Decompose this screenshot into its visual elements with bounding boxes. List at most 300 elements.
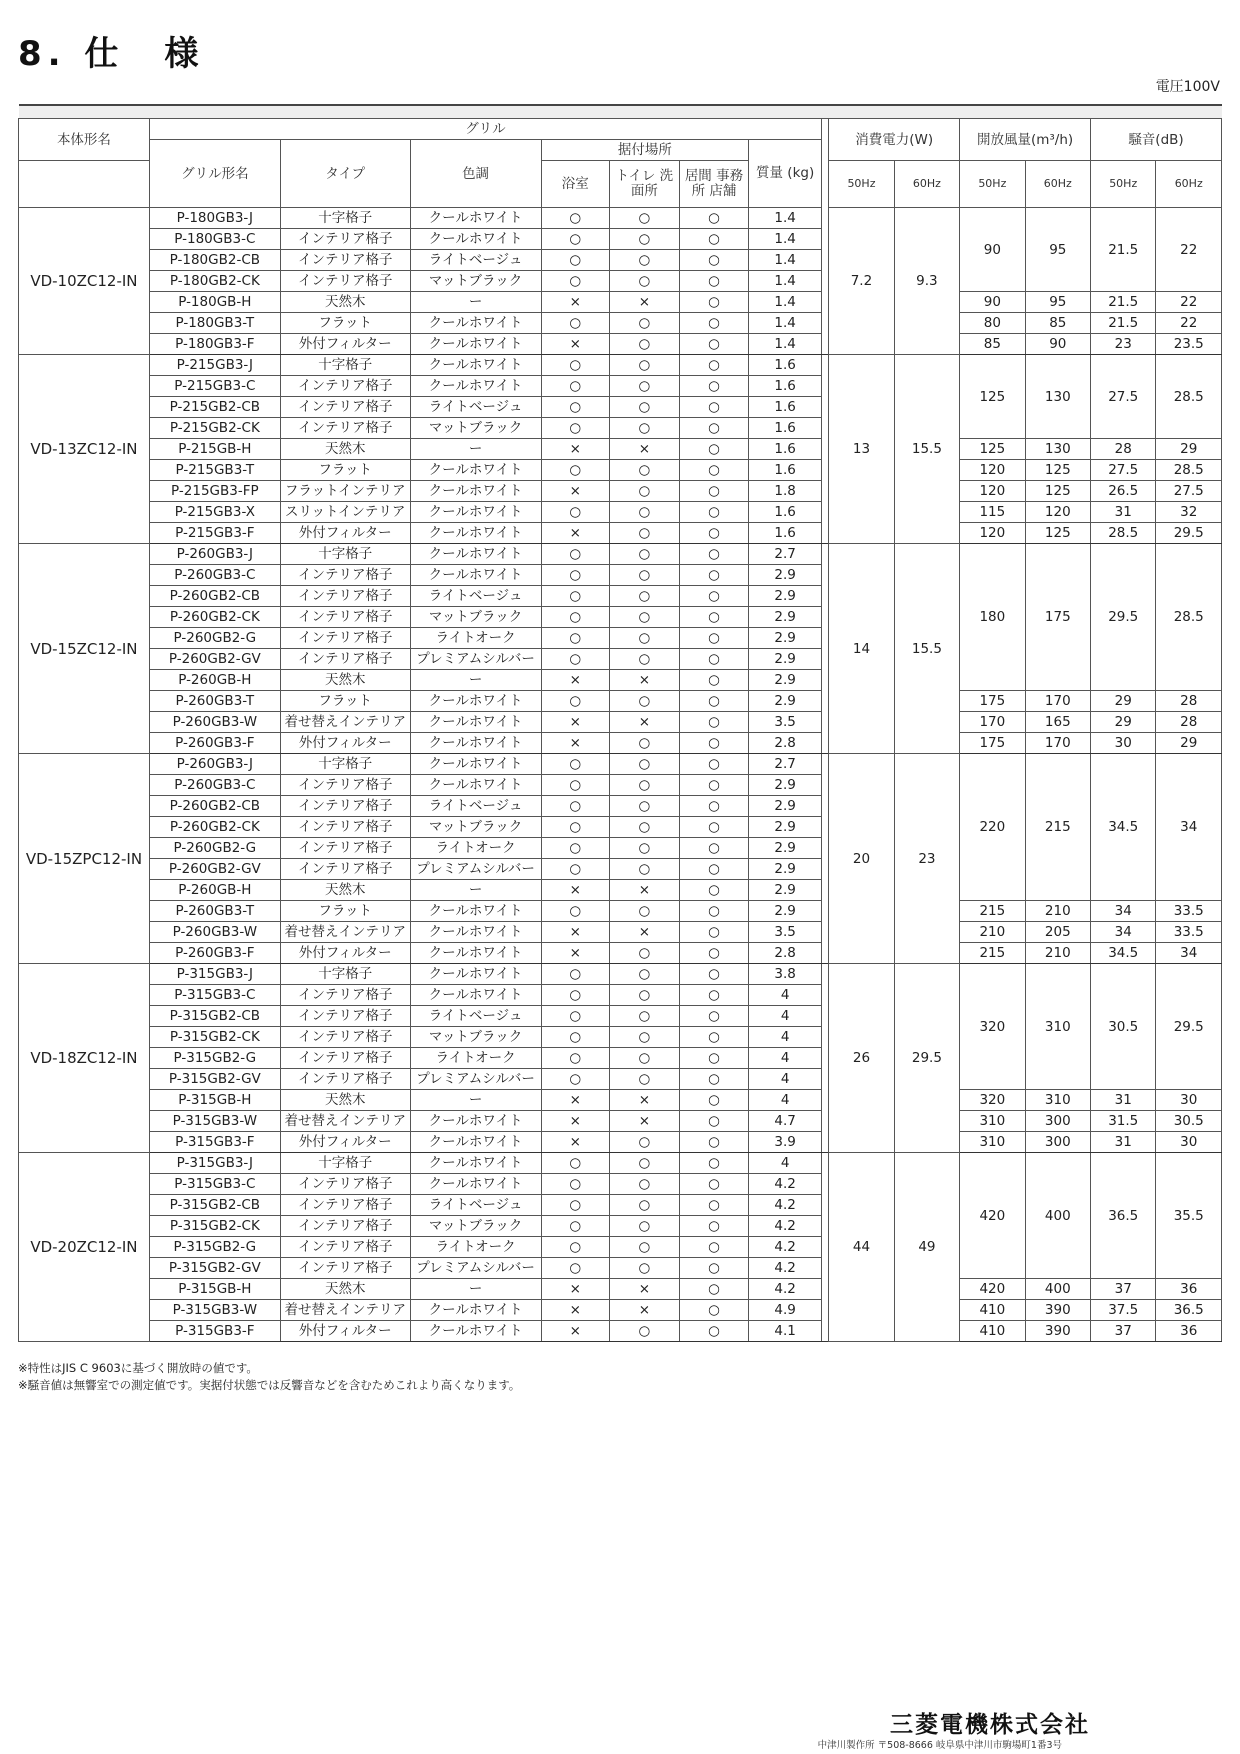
mass-cell: 4.2 [749,1279,822,1300]
airflow-60hz-cell: 85 [1025,313,1090,334]
spec-row [19,544,1222,565]
airflow-60hz-cell: 390 [1025,1300,1090,1321]
grille-model-cell: P-260GB2-GV [149,859,280,880]
toilet-cell: ○ [610,985,680,1006]
type-cell: インテリア格子 [280,376,410,397]
bath-cell: × [541,1300,610,1321]
header-grille-model: グリル形名 [149,140,280,208]
mass-cell: 2.7 [749,754,822,775]
type-cell: インテリア格子 [280,628,410,649]
toilet-cell: ○ [610,1153,680,1174]
header-color: 色調 [410,140,541,208]
noise-50hz-cell: 28.5 [1091,523,1156,544]
grille-model-cell: P-315GB3-F [149,1132,280,1153]
color-cell: クールホワイト [410,712,541,733]
color-cell: マットブラック [410,1027,541,1048]
airflow-50hz-cell: 175 [960,733,1025,754]
mass-cell: 4.2 [749,1195,822,1216]
bath-cell: ○ [541,460,610,481]
noise-50hz-cell: 31 [1091,1132,1156,1153]
type-cell: 外付フィルター [280,1321,410,1342]
bath-cell: × [541,943,610,964]
living-cell: ○ [679,439,749,460]
airflow-50hz-cell: 420 [960,1153,1025,1279]
noise-50hz-cell: 34 [1091,922,1156,943]
grille-model-cell: P-315GB2-CB [149,1195,280,1216]
airflow-50hz-cell: 410 [960,1300,1025,1321]
header-airflow-50hz: 50Hz [960,161,1025,208]
airflow-50hz-cell: 120 [960,460,1025,481]
color-cell: クールホワイト [410,1321,541,1342]
type-cell: インテリア格子 [280,397,410,418]
living-cell: ○ [679,1048,749,1069]
airflow-60hz-cell: 125 [1025,481,1090,502]
color-cell: クールホワイト [410,208,541,229]
column-gap [821,355,828,376]
power-60hz-cell: 29.5 [894,964,959,1153]
company-address: 中津川製作所 〒508-8666 岐阜県中津川市駒場町1番3号 [817,1740,1062,1751]
living-cell: ○ [679,859,749,880]
toilet-cell: ○ [610,691,680,712]
grille-model-cell: P-260GB3-C [149,565,280,586]
color-cell: クールホワイト [410,691,541,712]
toilet-cell: × [610,880,680,901]
airflow-50hz-cell: 90 [960,292,1025,313]
column-gap [821,334,828,355]
color-cell: マットブラック [410,817,541,838]
type-cell: インテリア格子 [280,985,410,1006]
airflow-60hz-cell: 175 [1025,544,1090,691]
mass-cell: 3.8 [749,964,822,985]
living-cell: ○ [679,607,749,628]
grille-model-cell: P-215GB2-CB [149,397,280,418]
type-cell: インテリア格子 [280,1006,410,1027]
header-toilet: トイレ 洗面所 [610,161,680,208]
page-title: 8. 仕 様 [18,34,205,74]
bath-cell: × [541,523,610,544]
spec-row [19,733,1222,754]
column-gap [821,1300,828,1321]
airflow-50hz-cell: 125 [960,439,1025,460]
noise-50hz-cell: 23 [1091,334,1156,355]
type-cell: 天然木 [280,439,410,460]
power-50hz-cell: 20 [829,754,894,964]
bath-cell: ○ [541,817,610,838]
bath-cell: × [541,922,610,943]
airflow-50hz-cell: 210 [960,922,1025,943]
airflow-60hz-cell: 125 [1025,523,1090,544]
spec-row [19,1111,1222,1132]
mass-cell: 1.4 [749,229,822,250]
color-cell: マットブラック [410,607,541,628]
mass-cell: 4.2 [749,1258,822,1279]
mass-cell: 1.6 [749,502,822,523]
spec-row [19,313,1222,334]
toilet-cell: ○ [610,355,680,376]
noise-60hz-cell: 27.5 [1156,481,1222,502]
toilet-cell: ○ [610,1069,680,1090]
type-cell: インテリア格子 [280,649,410,670]
toilet-cell: ○ [610,838,680,859]
noise-50hz-cell: 34 [1091,901,1156,922]
grille-model-cell: P-315GB3-C [149,1174,280,1195]
type-cell: インテリア格子 [280,838,410,859]
type-cell: フラットインテリア [280,481,410,502]
type-cell: 天然木 [280,1090,410,1111]
bath-cell: ○ [541,985,610,1006]
bath-cell: ○ [541,901,610,922]
type-cell: 十字格子 [280,754,410,775]
mass-cell: 2.9 [749,565,822,586]
toilet-cell: ○ [610,586,680,607]
grille-model-cell: P-315GB2-GV [149,1258,280,1279]
color-cell: ー [410,439,541,460]
header-model-bottom [19,161,150,208]
bath-cell: ○ [541,313,610,334]
living-cell: ○ [679,964,749,985]
spec-row [19,1090,1222,1111]
bath-cell: ○ [541,1216,610,1237]
mass-cell: 1.6 [749,376,822,397]
spec-row [19,922,1222,943]
column-gap [821,817,828,838]
living-cell: ○ [679,1258,749,1279]
color-cell: プレミアムシルバー [410,1258,541,1279]
column-gap [821,880,828,901]
color-cell: クールホワイト [410,943,541,964]
column-gap [821,1237,828,1258]
living-cell: ○ [679,1069,749,1090]
living-cell: ○ [679,838,749,859]
type-cell: インテリア格子 [280,1195,410,1216]
column-gap [821,523,828,544]
mass-cell: 2.8 [749,733,822,754]
noise-50hz-cell: 21.5 [1091,292,1156,313]
column-gap [821,1321,828,1342]
type-cell: インテリア格子 [280,250,410,271]
toilet-cell: ○ [610,418,680,439]
mass-cell: 2.9 [749,796,822,817]
mass-cell: 1.6 [749,460,822,481]
airflow-50hz-cell: 90 [960,208,1025,292]
living-cell: ○ [679,271,749,292]
grille-model-cell: P-260GB2-CK [149,817,280,838]
living-cell: ○ [679,880,749,901]
airflow-60hz-cell: 120 [1025,502,1090,523]
header-noise-60hz: 60Hz [1156,161,1222,208]
airflow-50hz-cell: 120 [960,481,1025,502]
spec-table-body [19,208,1222,1342]
column-gap [821,565,828,586]
spec-row [19,502,1222,523]
mass-cell: 2.9 [749,670,822,691]
bath-cell: ○ [541,1048,610,1069]
bath-cell: × [541,292,610,313]
living-cell: ○ [679,481,749,502]
mass-cell: 4 [749,1027,822,1048]
bath-cell: × [541,439,610,460]
column-gap [821,250,828,271]
column-gap [821,691,828,712]
color-cell: クールホワイト [410,985,541,1006]
airflow-60hz-cell: 300 [1025,1132,1090,1153]
grille-model-cell: P-180GB2-CK [149,271,280,292]
mass-cell: 4.2 [749,1216,822,1237]
toilet-cell: × [610,1300,680,1321]
top-rule-row [19,105,1222,119]
type-cell: インテリア格子 [280,229,410,250]
grille-model-cell: P-260GB2-G [149,838,280,859]
toilet-cell: ○ [610,544,680,565]
grille-model-cell: P-215GB3-FP [149,481,280,502]
column-gap [821,1069,828,1090]
noise-60hz-cell: 29 [1156,733,1222,754]
living-cell: ○ [679,334,749,355]
type-cell: 外付フィルター [280,523,410,544]
type-cell: インテリア格子 [280,586,410,607]
grille-model-cell: P-260GB-H [149,670,280,691]
noise-60hz-cell: 30 [1156,1090,1222,1111]
airflow-60hz-cell: 390 [1025,1321,1090,1342]
header-noise: 騒音(dB) [1091,119,1222,161]
bath-cell: ○ [541,250,610,271]
bath-cell: ○ [541,649,610,670]
bath-cell: ○ [541,1174,610,1195]
grille-model-cell: P-260GB3-J [149,544,280,565]
type-cell: 十字格子 [280,964,410,985]
header-row-1 [19,119,1222,140]
airflow-50hz-cell: 115 [960,502,1025,523]
header-model: 本体形名 [19,119,150,161]
noise-60hz-cell: 28.5 [1156,460,1222,481]
toilet-cell: ○ [610,964,680,985]
grille-model-cell: P-260GB2-CK [149,607,280,628]
bath-cell: ○ [541,355,610,376]
color-cell: ライトオーク [410,1048,541,1069]
column-gap [821,229,828,250]
living-cell: ○ [679,1132,749,1153]
type-cell: インテリア格子 [280,1216,410,1237]
living-cell: ○ [679,208,749,229]
mass-cell: 2.9 [749,880,822,901]
noise-60hz-cell: 28 [1156,691,1222,712]
header-grille: グリル [149,119,821,140]
toilet-cell: ○ [610,1216,680,1237]
noise-50hz-cell: 29 [1091,691,1156,712]
toilet-cell: ○ [610,1027,680,1048]
bath-cell: ○ [541,586,610,607]
noise-50hz-cell: 37 [1091,1279,1156,1300]
column-gap [821,1258,828,1279]
noise-60hz-cell: 30 [1156,1132,1222,1153]
bath-cell: ○ [541,229,610,250]
mass-cell: 3.9 [749,1132,822,1153]
mass-cell: 2.9 [749,691,822,712]
spec-row [19,460,1222,481]
mass-cell: 4.2 [749,1237,822,1258]
toilet-cell: ○ [610,796,680,817]
color-cell: クールホワイト [410,901,541,922]
grille-model-cell: P-315GB3-F [149,1321,280,1342]
spec-row [19,292,1222,313]
type-cell: インテリア格子 [280,1069,410,1090]
bath-cell: ○ [541,775,610,796]
grille-model-cell: P-315GB2-CK [149,1216,280,1237]
power-50hz-cell: 44 [829,1153,894,1342]
power-60hz-cell: 9.3 [894,208,959,355]
airflow-50hz-cell: 80 [960,313,1025,334]
noise-60hz-cell: 30.5 [1156,1111,1222,1132]
noise-60hz-cell: 22 [1156,313,1222,334]
column-gap [821,1153,828,1174]
type-cell: 十字格子 [280,1153,410,1174]
airflow-50hz-cell: 215 [960,943,1025,964]
header-power-60hz: 60Hz [894,161,959,208]
column-gap [821,964,828,985]
living-cell: ○ [679,691,749,712]
grille-model-cell: P-315GB3-C [149,985,280,1006]
column-gap [821,544,828,565]
noise-50hz-cell: 21.5 [1091,313,1156,334]
column-gap [821,712,828,733]
color-cell: クールホワイト [410,481,541,502]
column-gap [821,670,828,691]
grille-model-cell: P-215GB-H [149,439,280,460]
spec-row [19,1321,1222,1342]
grille-model-cell: P-215GB3-T [149,460,280,481]
airflow-50hz-cell: 85 [960,334,1025,355]
mass-cell: 2.9 [749,817,822,838]
color-cell: クールホワイト [410,964,541,985]
mass-cell: 1.4 [749,334,822,355]
grille-model-cell: P-315GB-H [149,1279,280,1300]
noise-60hz-cell: 29.5 [1156,964,1222,1090]
airflow-60hz-cell: 205 [1025,922,1090,943]
column-gap [821,1216,828,1237]
body-model-cell: VD-15ZPC12-IN [19,754,150,964]
airflow-50hz-cell: 310 [960,1132,1025,1153]
color-cell: ライトオーク [410,1237,541,1258]
spec-row [19,208,1222,229]
bath-cell: ○ [541,796,610,817]
toilet-cell: ○ [610,775,680,796]
grille-model-cell: P-180GB-H [149,292,280,313]
airflow-60hz-cell: 95 [1025,208,1090,292]
type-cell: 外付フィルター [280,334,410,355]
airflow-60hz-cell: 400 [1025,1279,1090,1300]
airflow-60hz-cell: 95 [1025,292,1090,313]
type-cell: スリットインテリア [280,502,410,523]
footnote: ※特性はJIS C 9603に基づく開放時の値です。 [18,1361,258,1375]
bath-cell: ○ [541,376,610,397]
bath-cell: ○ [541,607,610,628]
spec-row [19,334,1222,355]
grille-model-cell: P-315GB2-CB [149,1006,280,1027]
toilet-cell: ○ [610,817,680,838]
color-cell: ー [410,880,541,901]
type-cell: インテリア格子 [280,565,410,586]
type-cell: インテリア格子 [280,1048,410,1069]
type-cell: インテリア格子 [280,796,410,817]
toilet-cell: ○ [610,523,680,544]
type-cell: フラット [280,691,410,712]
toilet-cell: ○ [610,271,680,292]
column-gap [821,418,828,439]
mass-cell: 1.6 [749,418,822,439]
column-gap [821,859,828,880]
noise-50hz-cell: 21.5 [1091,208,1156,292]
living-cell: ○ [679,817,749,838]
toilet-cell: ○ [610,334,680,355]
body-model-cell: VD-18ZC12-IN [19,964,150,1153]
toilet-cell: ○ [610,313,680,334]
toilet-cell: ○ [610,607,680,628]
grille-model-cell: P-215GB3-J [149,355,280,376]
column-gap [821,838,828,859]
noise-50hz-cell: 37 [1091,1321,1156,1342]
mass-cell: 4 [749,1069,822,1090]
airflow-60hz-cell: 165 [1025,712,1090,733]
grille-model-cell: P-260GB3-T [149,901,280,922]
toilet-cell: ○ [610,1174,680,1195]
type-cell: 天然木 [280,880,410,901]
noise-50hz-cell: 30 [1091,733,1156,754]
living-cell: ○ [679,229,749,250]
mass-cell: 4 [749,1048,822,1069]
toilet-cell: × [610,712,680,733]
living-cell: ○ [679,775,749,796]
grille-model-cell: P-215GB3-F [149,523,280,544]
noise-50hz-cell: 28 [1091,439,1156,460]
living-cell: ○ [679,922,749,943]
noise-60hz-cell: 36 [1156,1279,1222,1300]
living-cell: ○ [679,1111,749,1132]
bath-cell: ○ [541,208,610,229]
toilet-cell: ○ [610,1258,680,1279]
bath-cell: ○ [541,1237,610,1258]
color-cell: ー [410,670,541,691]
column-gap [821,1132,828,1153]
airflow-60hz-cell: 170 [1025,691,1090,712]
type-cell: フラット [280,313,410,334]
body-model-cell: VD-10ZC12-IN [19,208,150,355]
column-gap [821,1195,828,1216]
living-cell: ○ [679,1216,749,1237]
spec-row [19,901,1222,922]
airflow-50hz-cell: 420 [960,1279,1025,1300]
color-cell: クールホワイト [410,355,541,376]
color-cell: クールホワイト [410,544,541,565]
living-cell: ○ [679,313,749,334]
type-cell: インテリア格子 [280,817,410,838]
color-cell: ー [410,292,541,313]
grille-model-cell: P-215GB2-CK [149,418,280,439]
column-gap [821,313,828,334]
mass-cell: 2.9 [749,628,822,649]
type-cell: 着せ替えインテリア [280,1300,410,1321]
header-bath: 浴室 [541,161,610,208]
bath-cell: × [541,670,610,691]
bath-cell: × [541,1132,610,1153]
noise-50hz-cell: 27.5 [1091,355,1156,439]
type-cell: 天然木 [280,292,410,313]
living-cell: ○ [679,1300,749,1321]
toilet-cell: ○ [610,1195,680,1216]
grille-model-cell: P-315GB-H [149,1090,280,1111]
column-gap [821,397,828,418]
mass-cell: 1.6 [749,439,822,460]
color-cell: ライトオーク [410,838,541,859]
